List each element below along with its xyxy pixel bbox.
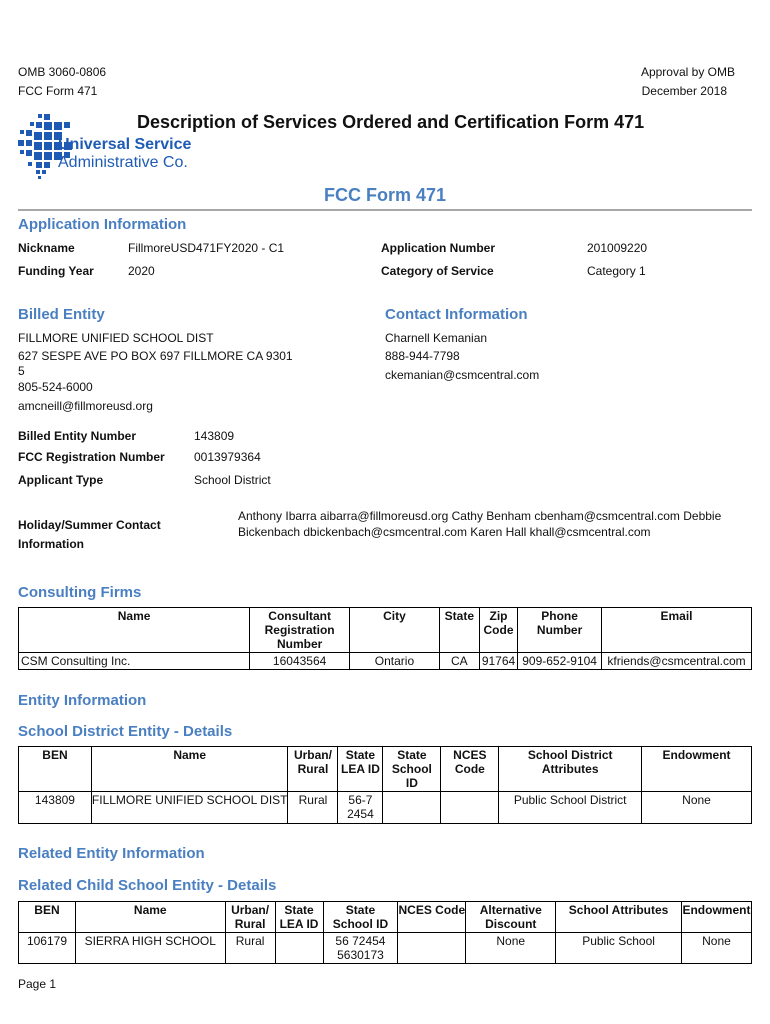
cell-city: Ontario [350,653,440,670]
cell-urban-rural: Rural [288,792,338,824]
cell-urban-rural: Rural [225,933,275,964]
cell-endowment: None [681,933,751,964]
approval-label: Approval by OMB [640,65,735,79]
billed-entity-number-label: Billed Entity Number [18,429,137,443]
column-header: Zip Code [479,608,517,653]
cell-state-lea [338,792,383,824]
form-subtitle: FCC Form 471 [323,185,447,205]
application-number-label: Application Number [381,241,496,255]
divider [18,209,752,211]
consulting-firms-table [18,607,752,670]
column-header: Name [19,608,250,653]
nickname-value: FillmoreUSD471FY2020 - C1 [128,241,285,255]
related-entity-heading: Related Entity Information [18,845,205,862]
funding-year-value: 2020 [128,264,155,278]
nickname-label: Nickname [18,241,75,255]
logo-line-1: Universal Service [58,136,192,153]
cell-attributes: Public School [556,933,682,964]
cell-attributes: Public School District [499,792,642,824]
cell-nces [398,933,466,964]
child-school-table [18,901,752,964]
column-header: Phone Number [518,608,602,653]
column-header: Consultant Registration Number [250,608,350,653]
column-header: State LEA ID [338,747,383,792]
billed-entity-number-value: 143809 [194,429,235,443]
table-header-row [19,747,752,792]
cell-ben: 143809 [19,792,92,824]
cell-zip: 91764 [479,653,517,670]
contact-phone: 888-944-7798 [385,349,460,363]
cell-endowment: None [642,792,752,824]
cell-phone: 909-652-9104 [518,653,602,670]
cell-nces [441,792,499,824]
form-number: FCC Form 471 [18,84,98,98]
cell-state-lea [275,933,323,964]
column-header: State School ID [323,902,398,933]
billed-entity-phone: 805-524-6000 [18,380,93,394]
contact-heading: Contact Information [385,306,528,323]
school-district-heading: School District Entity - Details [18,723,233,740]
cell-name: CSM Consulting Inc. [19,653,250,670]
entity-info-heading: Entity Information [18,692,147,709]
cell-email: kfriends@csmcentral.com [602,653,752,670]
funding-year-label: Funding Year [18,264,94,278]
column-header: Email [602,608,752,653]
page-title: Description of Services Ordered and Certification Form 471 [137,112,645,132]
school-id-line-1: 56 72454 [335,934,386,948]
billed-entity-heading: Billed Entity [18,306,105,323]
cell-school-id [323,933,398,964]
logo-line-2: Administrative Co. [58,154,188,171]
billed-entity-address-2: 5 [18,364,25,378]
applicant-type-value: School District [194,473,271,487]
cell-discount: None [466,933,556,964]
contact-email: ckemanian@csmcentral.com [385,368,540,382]
fcc-registration-label: FCC Registration Number [18,450,165,464]
column-header: BEN [19,902,76,933]
column-header: NCES Code [398,902,466,933]
lea-line-1: 56-7 [348,793,373,807]
column-header: School District Attributes [499,747,642,792]
applicant-type-label: Applicant Type [18,473,104,487]
lea-line-2: 2454 [347,807,374,821]
table-row [19,792,752,824]
cell-registration: 16043564 [250,653,350,670]
billed-entity-name: FILLMORE UNIFIED SCHOOL DIST [18,331,214,345]
table-header-row [19,902,752,933]
column-header: Endowment [681,902,751,933]
category-label: Category of Service [381,264,494,278]
related-child-heading: Related Child School Entity - Details [18,877,277,894]
school-id-line-2: 5630173 [337,948,384,962]
column-header: State LEA ID [275,902,323,933]
approval-date: December 2018 [641,84,727,98]
billed-entity-address-1: 627 SESPE AVE PO BOX 697 FILLMORE CA 9301 [18,349,293,363]
column-header: Alternative Discount [466,902,556,933]
omb-number: OMB 3060-0806 [18,65,107,79]
billed-entity-email: amcneill@fillmoreusd.org [18,399,153,413]
holiday-contact-line-2: Bickenbach dbickenbach@csmcentral.com Karen Hall khall@csmcentral.com [238,525,651,539]
column-header: State School ID [383,747,441,792]
column-header: Name [75,902,225,933]
column-header: Urban/ Rural [225,902,275,933]
table-header-row [19,608,752,653]
column-header: State [439,608,479,653]
column-header: Name [91,747,288,792]
holiday-contact-line-1: Anthony Ibarra aibarra@fillmoreusd.org Cathy Benham cbenham@csmcentral.com Debbie [238,509,722,523]
fcc-registration-value: 0013979364 [194,450,261,464]
application-heading: Application Information [18,216,187,233]
school-district-table [18,746,752,824]
contact-name: Charnell Kemanian [385,331,488,345]
holiday-contact-label-2: Information [18,537,84,551]
table-row [19,933,752,964]
cell-ben: 106179 [19,933,76,964]
page-number: Page 1 [18,977,57,991]
cell-name: SIERRA HIGH SCHOOL [75,933,225,964]
column-header: School Attributes [556,902,682,933]
column-header: City [350,608,440,653]
category-value: Category 1 [587,264,646,278]
column-header: Urban/ Rural [288,747,338,792]
application-number-value: 201009220 [587,241,648,255]
column-header: Endowment [642,747,752,792]
column-header: NCES Code [441,747,499,792]
column-header: BEN [19,747,92,792]
table-row [19,653,752,670]
cell-state: CA [439,653,479,670]
cell-name: FILLMORE UNIFIED SCHOOL DIST [91,792,288,824]
consulting-firms-heading: Consulting Firms [18,584,142,601]
holiday-contact-label-1: Holiday/Summer Contact [18,518,161,532]
cell-school-id [383,792,441,824]
